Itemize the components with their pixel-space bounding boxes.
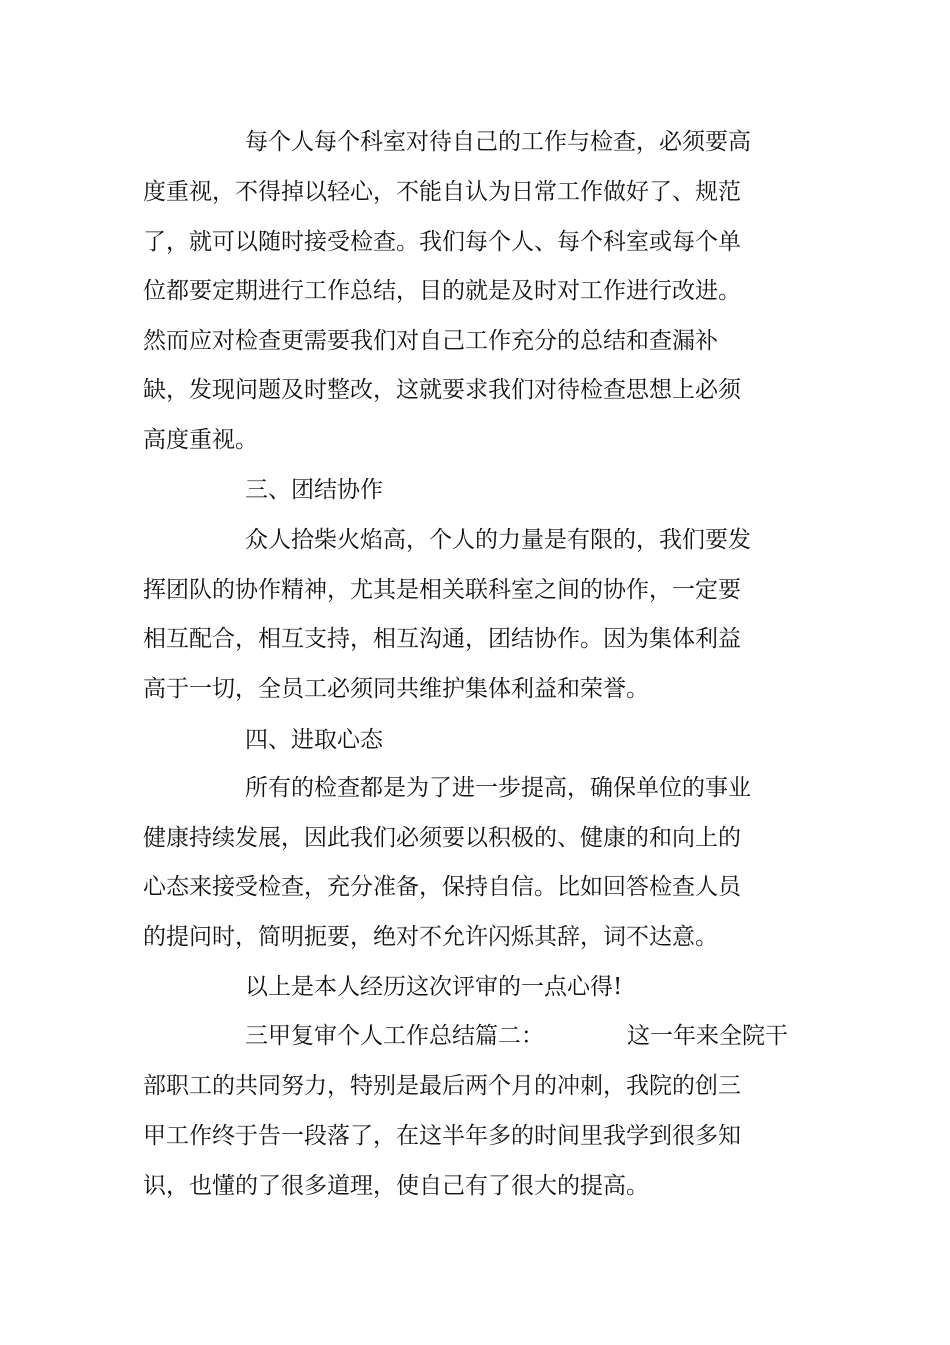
paragraph-line: 每个人每个科室对待自己的工作与检查，必须要高 [245, 129, 751, 155]
paragraph-line: 健康持续发展，因此我们必须要以积极的、健康的和向上的 [143, 825, 741, 851]
paragraph-line: 众人拾柴火焰高，个人的力量是有限的，我们要发 [245, 527, 751, 553]
article-title-part-two: 三甲复审个人工作总结篇二： [245, 1023, 544, 1049]
paragraph-line: 甲工作终于告一段落了，在这半年多的时间里我学到很多知 [143, 1123, 741, 1149]
paragraph-line: 所有的检查都是为了进一步提高，确保单位的事业 [245, 775, 751, 801]
paragraph-line: 部职工的共同努力，特别是最后两个月的冲刺，我院的创三 [143, 1073, 741, 1099]
paragraph-line: 这一年来全院干 [627, 1023, 788, 1049]
paragraph-line: 的提问时，简明扼要，绝对不允许闪烁其辞，词不达意。 [143, 924, 718, 950]
paragraph-line: 缺，发现问题及时整改，这就要求我们对待检查思想上必须 [143, 377, 741, 403]
paragraph-line: 心态来接受检查，充分准备，保持自信。比如回答检查人员 [143, 874, 741, 900]
section-heading-teamwork: 三、团结协作 [245, 477, 383, 503]
section-heading-mindset: 四、进取心态 [245, 727, 383, 753]
paragraph-line: 挥团队的协作精神，尤其是相关联科室之间的协作，一定要 [143, 577, 741, 603]
paragraph-line: 度重视，不得掉以轻心，不能自认为日常工作做好了、规范 [143, 179, 741, 205]
paragraph-line: 高于一切，全员工必须同共维护集体利益和荣誉。 [143, 676, 649, 702]
paragraph-line: 了，就可以随时接受检查。我们每个人、每个科室或每个单 [143, 229, 741, 255]
paragraph-line: 以上是本人经历这次评审的一点心得! [245, 974, 623, 1000]
paragraph-line: 高度重视。 [143, 427, 258, 453]
paragraph-line: 位都要定期进行工作总结，目的就是及时对工作进行改进。 [143, 278, 741, 304]
paragraph-line: 然而应对检查更需要我们对自己工作充分的总结和查漏补 [143, 328, 718, 354]
paragraph-line: 相互配合，相互支持，相互沟通，团结协作。因为集体利益 [143, 626, 741, 652]
paragraph-line: 识，也懂的了很多道理，使自己有了很大的提高。 [143, 1173, 649, 1199]
